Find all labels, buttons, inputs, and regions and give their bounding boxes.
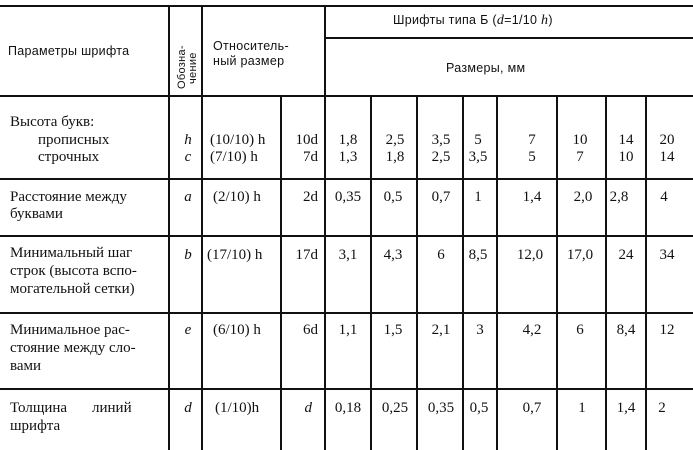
header-sizes: Размеры, мм xyxy=(446,61,526,75)
row-value: 0,5 xyxy=(469,400,489,416)
row-rel-d: d xyxy=(304,400,312,416)
row-symbol: h xyxy=(184,132,192,148)
row-value: 14 xyxy=(659,149,675,165)
row-rel-d: 2d xyxy=(303,189,318,205)
row-param-line: Минимальный шаг xyxy=(10,245,133,261)
row-value: 0,25 xyxy=(381,400,409,416)
row-value: 8,4 xyxy=(616,322,636,338)
row-value: 17,0 xyxy=(566,247,594,263)
row-value: 1 xyxy=(474,189,482,205)
row-rel-d: 7d xyxy=(303,149,318,165)
row-value: 3,1 xyxy=(338,247,358,263)
row-value: 2,8 xyxy=(609,189,629,205)
row-param-line: шрифта xyxy=(10,418,61,434)
row-value: 1,4 xyxy=(616,400,636,416)
row-value: 3 xyxy=(476,322,484,338)
row-value: 14 xyxy=(618,132,634,148)
row-value: 0,35 xyxy=(334,189,362,205)
row-value: 1,8 xyxy=(385,149,405,165)
row-value: 1,3 xyxy=(338,149,358,165)
row-value: 12 xyxy=(659,322,675,338)
row-param-line: буквами xyxy=(10,206,63,222)
row-param-line: Высота букв: xyxy=(10,114,95,130)
row-value: 2 xyxy=(658,400,666,416)
header-relative-size-line1: Относитель- xyxy=(213,39,289,53)
header-designation-line1: Обозна- xyxy=(176,45,188,89)
row-param-line: строк (высота вспо- xyxy=(10,263,137,279)
row-value: 2,5 xyxy=(385,132,405,148)
row-relative: (10/10) h xyxy=(210,132,266,148)
row-value: 0,5 xyxy=(383,189,403,205)
row-value: 20 xyxy=(659,132,675,148)
row-rel-d: 17d xyxy=(295,247,318,263)
row-symbol: b xyxy=(184,247,192,263)
row-value: 0,7 xyxy=(431,189,451,205)
header-relative-size-line2: ный размер xyxy=(213,54,285,68)
row-value: 10 xyxy=(572,132,588,148)
row-value: 4 xyxy=(660,189,668,205)
row-value: 4,2 xyxy=(522,322,542,338)
row-value: 8,5 xyxy=(468,247,488,263)
row-param-line: строчных xyxy=(38,149,100,165)
row-value: 1,4 xyxy=(522,189,542,205)
row-relative: (17/10) h xyxy=(207,247,263,263)
row-relative: (1/10)h xyxy=(215,400,260,416)
row-value: 34 xyxy=(659,247,675,263)
row-value: 2,0 xyxy=(573,189,593,205)
row-symbol: d xyxy=(184,400,192,416)
row-value: 1,8 xyxy=(338,132,358,148)
row-value: 2,5 xyxy=(431,149,451,165)
row-relative: (6/10) h xyxy=(213,322,261,338)
row-symbol: a xyxy=(184,189,192,205)
row-value: 5 xyxy=(474,132,482,148)
row-param-line: вами xyxy=(10,358,42,374)
row-value: 1 xyxy=(578,400,586,416)
row-value: 6 xyxy=(437,247,445,263)
row-value: 4,3 xyxy=(383,247,403,263)
row-value: 3,5 xyxy=(431,132,451,148)
row-value: 5 xyxy=(528,149,536,165)
row-value: 6 xyxy=(576,322,584,338)
row-relative: (2/10) h xyxy=(213,189,261,205)
header-designation-line2: чение xyxy=(187,52,199,84)
row-value: 3,5 xyxy=(468,149,488,165)
row-relative: (7/10) h xyxy=(210,149,258,165)
row-symbol: c xyxy=(184,149,192,165)
row-value: 1,1 xyxy=(338,322,358,338)
row-param-line: могательной сетки) xyxy=(10,281,135,297)
row-value: 0,35 xyxy=(427,400,455,416)
row-param-line: прописных xyxy=(38,132,110,148)
row-value: 7 xyxy=(528,132,536,148)
row-value: 24 xyxy=(618,247,634,263)
row-value: 0,18 xyxy=(334,400,362,416)
row-param-line: Расстояние между xyxy=(10,189,127,205)
row-rel-d: 6d xyxy=(303,322,318,338)
row-param-line: Минимальное рас- xyxy=(10,322,130,338)
row-value: 7 xyxy=(576,149,584,165)
header-font-type-title: Шрифты типа Б (d=1/10 h) xyxy=(393,13,553,28)
row-value: 12,0 xyxy=(516,247,544,263)
header-parameters: Параметры шрифта xyxy=(8,44,130,58)
row-value: 10 xyxy=(618,149,634,165)
row-value: 2,1 xyxy=(431,322,451,338)
row-param-line: Толщина xyxy=(10,400,68,416)
row-param-line: стояние между сло- xyxy=(10,340,136,356)
row-value: 0,7 xyxy=(522,400,542,416)
row-rel-d: 10d xyxy=(295,132,318,148)
row-value: 1,5 xyxy=(383,322,403,338)
row-symbol: e xyxy=(184,322,192,338)
row-param-line: линий xyxy=(92,400,132,416)
